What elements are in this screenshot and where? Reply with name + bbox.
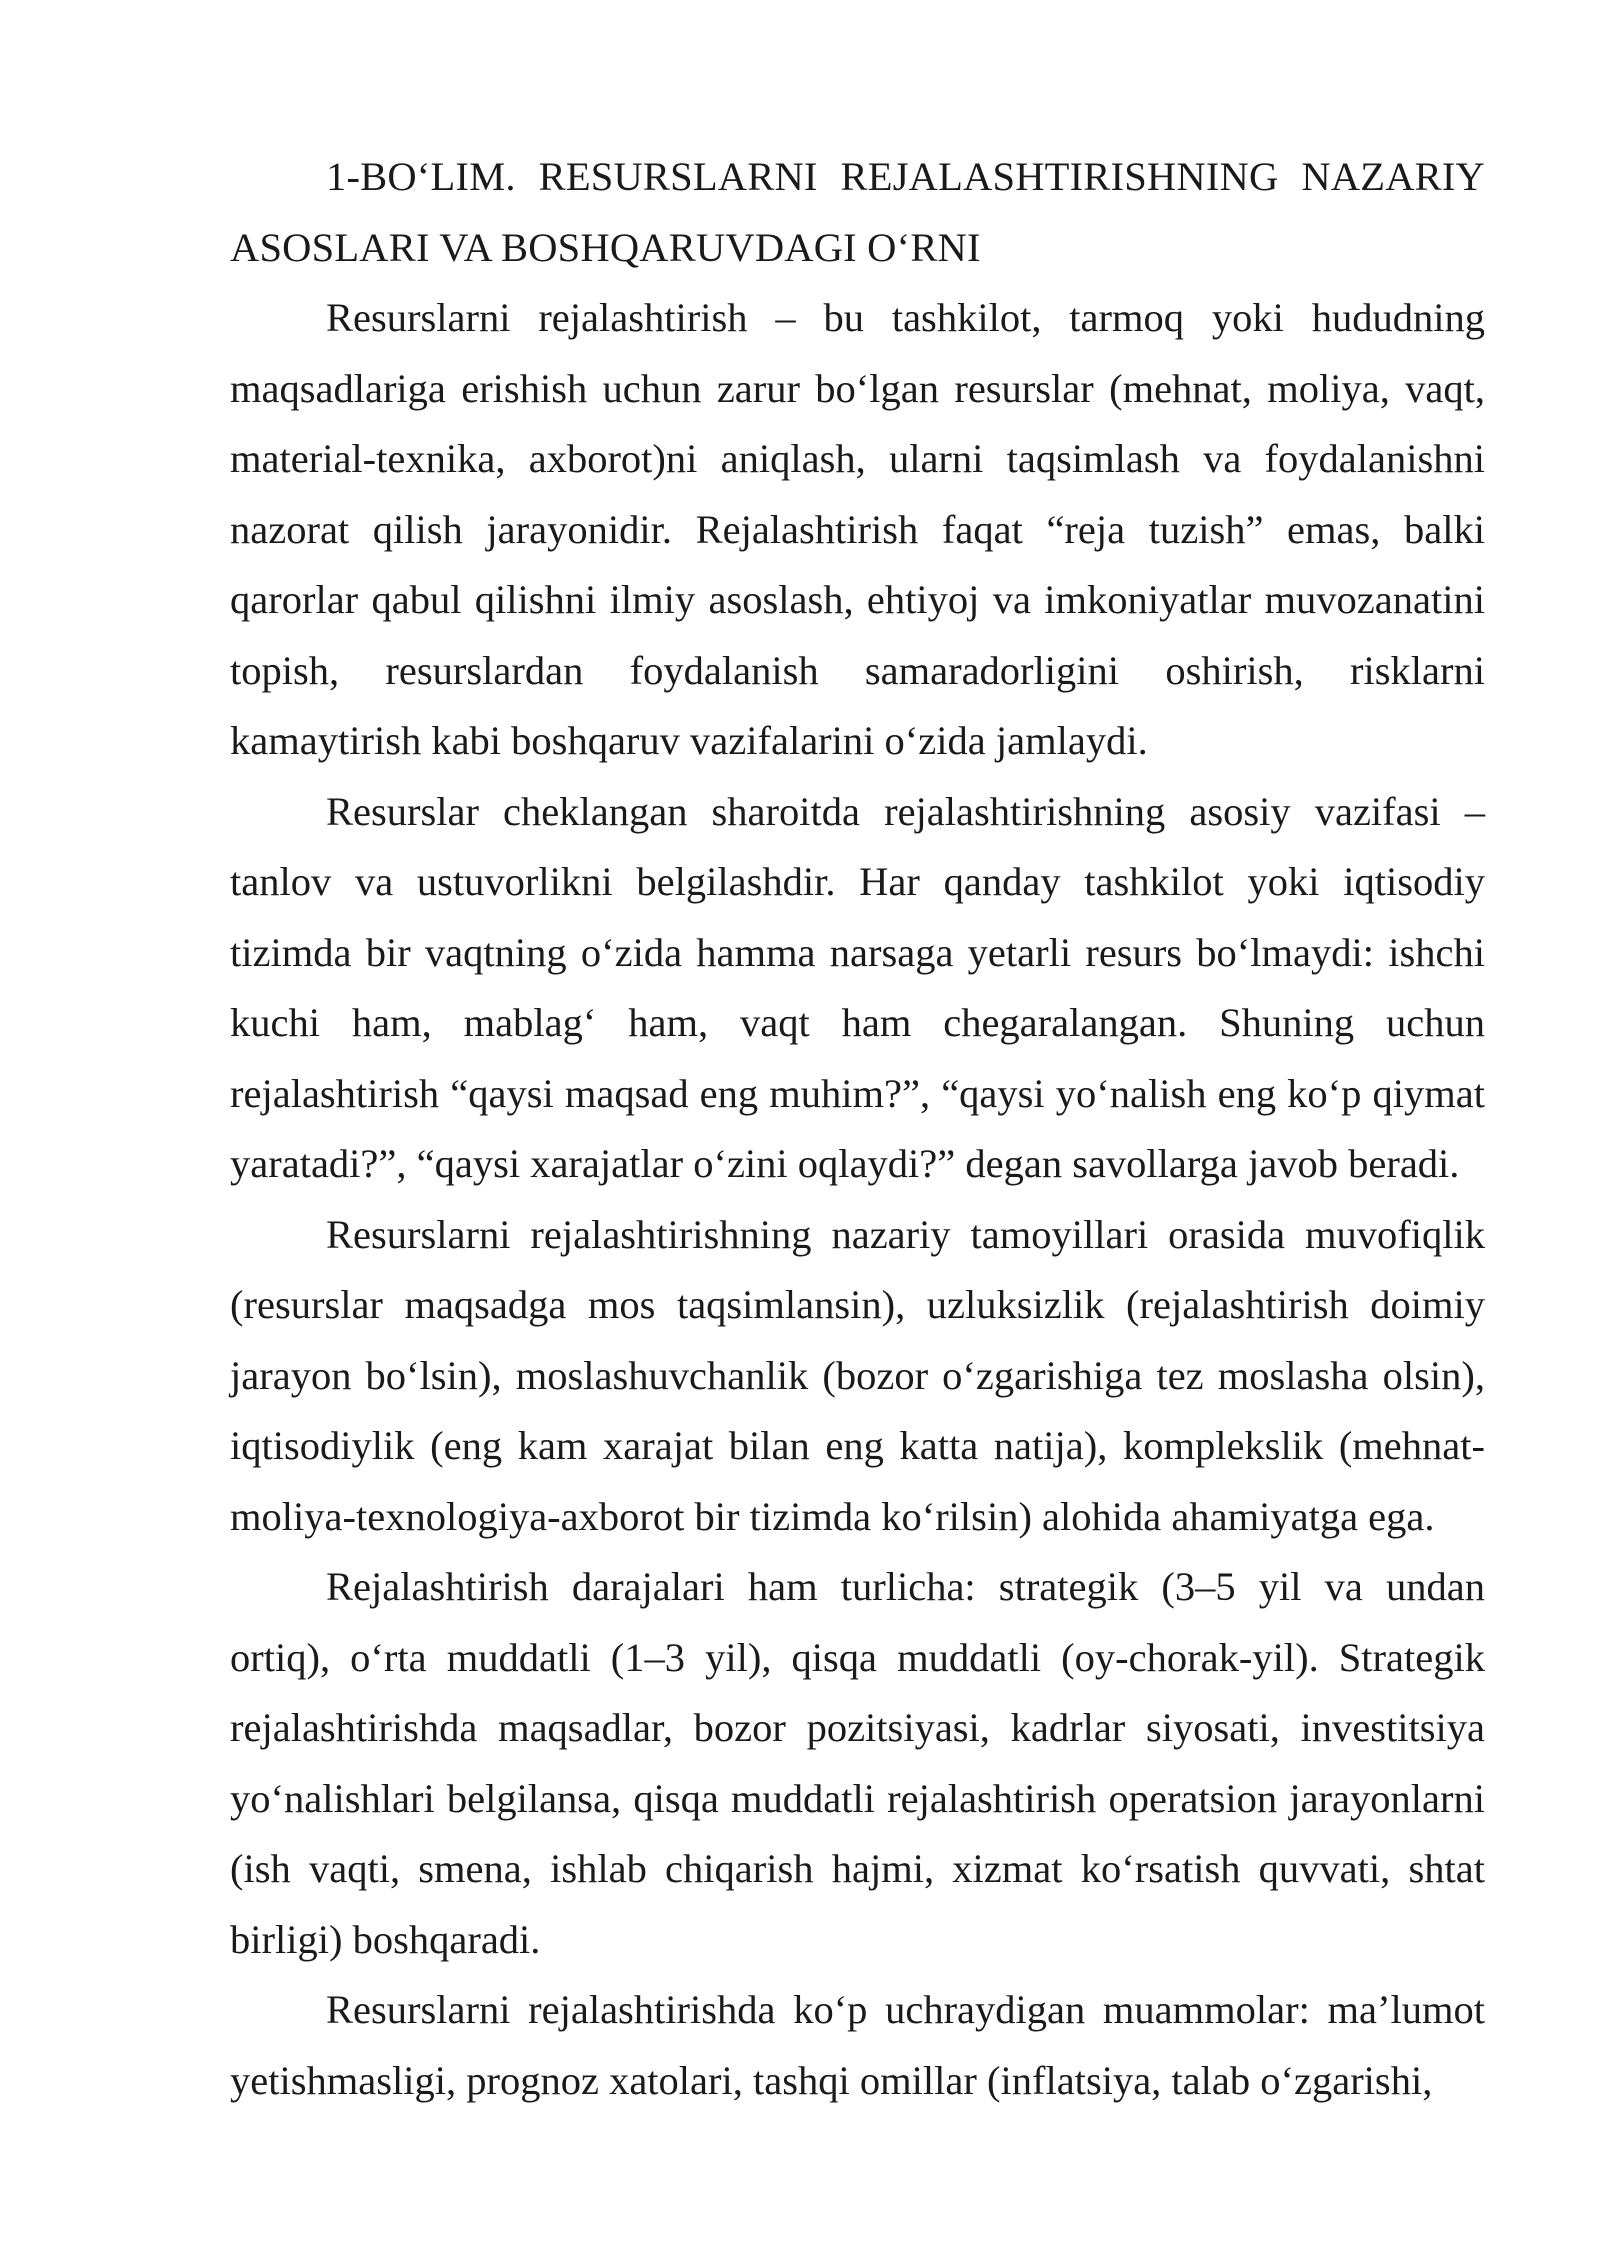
section-heading: 1-BO‘LIM. RESURSLARNI REJALASHTIRISHNING NAZARIY ASOSLARI VA BOSHQARUVDAGI O‘RNI (230, 154, 1485, 270)
paragraph-priorities: Resurslar cheklangan sharoitda rejalashtirishning asosiy vazifasi – tanlov va ustuvorlikni belgilashdir. Har qanday tashkilot yoki iqtisodiy tizimda bir vaqtning o‘zida hamma narsaga yetarli resurs bo‘lmaydi: ishchi kuchi ham, mablag‘ ham, vaqt ham chegaralangan. Shuning uchun rejalashtirish “qaysi maqsad eng muhim?”, “qaysi yo‘nalish eng ko‘p qiymat yaratadi?”, “qaysi xarajatlar o‘zini oqlaydi?” degan savollarga javob beradi. (230, 788, 1485, 1186)
document-body (230, 142, 1485, 2116)
paragraph-principles: Resurslarni rejalashtirishning nazariy tamoyillari orasida muvofiqlik (resurslar maqsadga mos taqsimlansin), uzluksizlik (rejalashtirish doimiy jarayon bo‘lsin), moslashuvchanlik (bozor o‘zgarishiga tez moslasha olsin), iqtisodiylik (eng kam xarajat bilan eng katta natija), komplekslik (mehnat-moliya-texnologiya-axborot bir tizimda ko‘rilsin) alohida ahamiyatga ega. (230, 1211, 1485, 1539)
paragraph-definition: Resurslarni rejalashtirish – bu tashkilot, tarmoq yoki hududning maqsadlariga erishish uchun zarur bo‘lgan resurslar (mehnat, moliya, vaqt, material-texnika, axborot)ni aniqlash, ularni taqsimlash va foydalanishni nazorat qilish jarayonidir. Rejalashtirish faqat “reja tuzish” emas, balki qarorlar qabul qilishni ilmiy asoslash, ehtiyoj va imkoniyatlar muvozanatini topish, resurslardan foydalanish samaradorligini oshirish, risklarni kamaytirish kabi boshqaruv vazifalarini o‘zida jamlaydi. (230, 295, 1485, 763)
paragraph-problems: Resurslarni rejalashtirishda ko‘p uchraydigan muammolar: ma’lumot yetishmasligi, prognoz xatolari, tashqi omillar (inflatsiya, talab o‘zgarishi, (230, 1987, 1485, 2103)
paragraph-planning-levels: Rejalashtirish darajalari ham turlicha: strategik (3–5 yil va undan ortiq), o‘rta muddatli (1–3 yil), qisqa muddatli (oy-chorak-yil). Strategik rejalashtirishda maqsadlar, bozor pozitsiyasi, kadrlar siyosati, investitsiya yo‘nalishlari belgilansa, qisqa muddatli rejalashtirish operatsion jarayonlarni (ish vaqti, smena, ishlab chiqarish hajmi, xizmat ko‘rsatish quvvati, shtat birligi) boshqaradi. (230, 1564, 1485, 1962)
